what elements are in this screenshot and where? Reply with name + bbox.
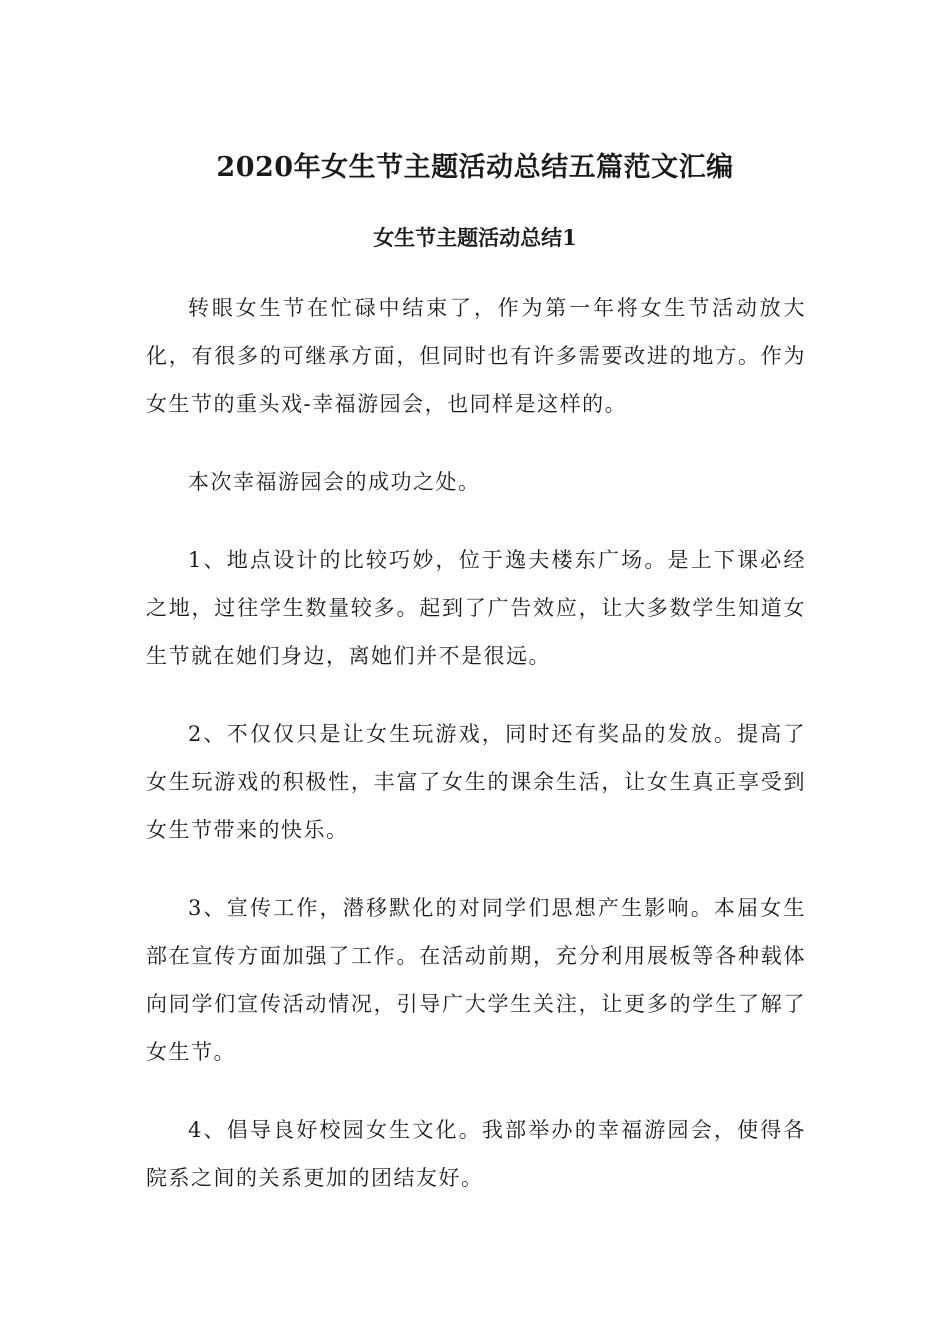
document-body bbox=[146, 284, 806, 1232]
paragraph-success-heading: 本次幸福游园会的成功之处。 bbox=[188, 470, 481, 494]
paragraph-point-4: 4、倡导良好校园女生文化。我部举办的幸福游园会，使得各院系之间的关系更加的团结友好。 bbox=[146, 1118, 806, 1190]
section-heading: 女生节主题活动总结1 bbox=[373, 225, 577, 250]
paragraph-point-3: 3、宣传工作，潜移默化的对同学们思想产生影响。本届女生部在宣传方面加强了工作。在活动前期，充分利用展板等各种载体向同学们宣传活动情况，引导广大学生关注，让更多的学生了解了女生节。 bbox=[146, 896, 806, 1064]
document-title: 2020年女生节主题活动总结五篇范文汇编 bbox=[216, 152, 734, 183]
paragraph-point-1: 1、地点设计的比较巧妙，位于逸夫楼东广场。是上下课必经之地，过往学生数量较多。起到了广告效应，让大多数学生知道女生节就在她们身边，离她们并不是很远。 bbox=[146, 548, 806, 668]
paragraph-intro: 转眼女生节在忙碌中结束了，作为第一年将女生节活动放大化，有很多的可继承方面，但同时也有许多需要改进的地方。作为女生节的重头戏-幸福游园会，也同样是这样的。 bbox=[146, 296, 806, 416]
paragraph-point-2: 2、不仅仅只是让女生玩游戏，同时还有奖品的发放。提高了女生玩游戏的积极性，丰富了女生的课余生活，让女生真正享受到女生节带来的快乐。 bbox=[146, 722, 806, 842]
